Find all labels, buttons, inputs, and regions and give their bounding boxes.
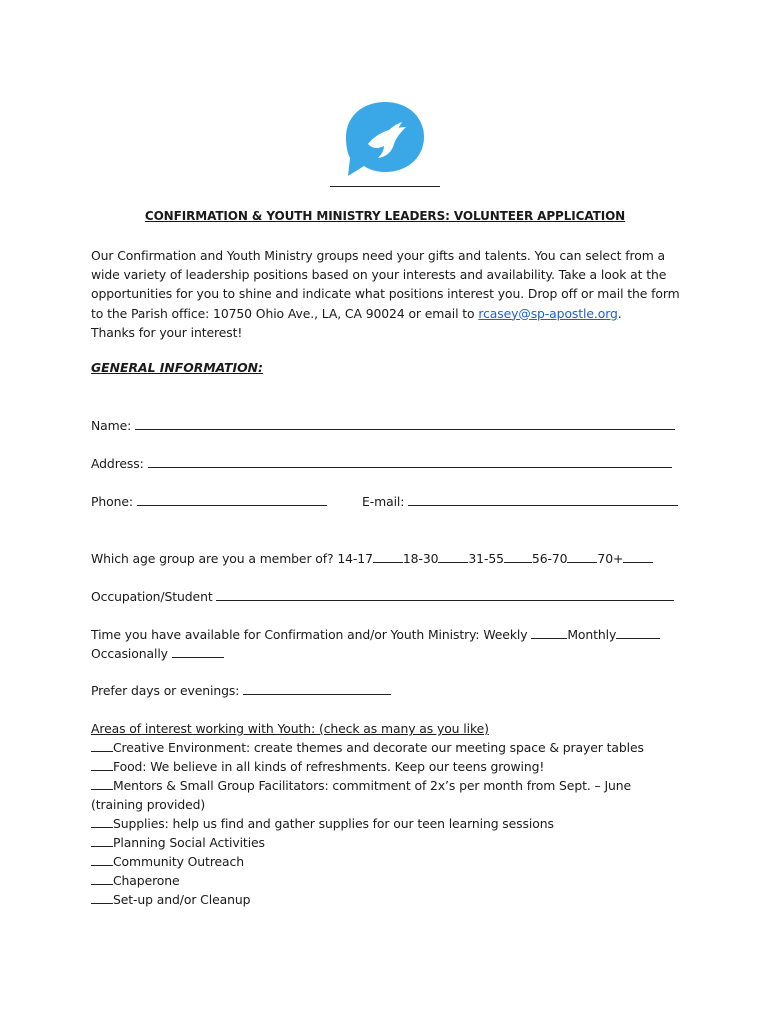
check-blank[interactable] [91, 776, 113, 790]
general-information-heading: GENERAL INFORMATION: [91, 360, 263, 375]
occasionally-field[interactable] [172, 644, 224, 658]
age-option-18-30-blank[interactable] [438, 549, 468, 563]
age-option-label: 14-17 [337, 551, 373, 566]
area-item-label: Creative Environment: create themes and decorate our meeting space & prayer tables [113, 740, 644, 755]
address-label: Address: [91, 456, 144, 471]
age-option-label: 70+ [597, 551, 624, 566]
email-field[interactable] [408, 492, 678, 506]
phone-label: Phone: [91, 494, 133, 509]
age-option-label: 18-30 [402, 551, 439, 566]
area-item-community-outreach [91, 852, 691, 871]
check-blank[interactable] [91, 738, 113, 752]
area-item-creative-environment [91, 738, 691, 757]
area-item-supplies [91, 814, 691, 833]
email-row [362, 492, 678, 511]
age-group-question: Which age group are you a member of? [91, 551, 334, 566]
weekly-field[interactable] [531, 625, 567, 639]
name-field[interactable] [135, 416, 675, 430]
check-blank[interactable] [91, 890, 113, 904]
availability-row [91, 625, 660, 644]
monthly-field[interactable] [616, 625, 660, 639]
age-option-56-70-blank[interactable] [567, 549, 597, 563]
intro-paragraph [91, 246, 691, 342]
area-item-label: Community Outreach [113, 854, 245, 869]
age-option-label: 31-55 [468, 551, 504, 566]
area-item-label: Planning Social Activities [113, 835, 265, 850]
logo-underline [330, 186, 440, 187]
age-option-14-17-blank[interactable] [373, 549, 403, 563]
area-item-mentors [91, 776, 691, 795]
age-option-70-plus-blank[interactable] [623, 549, 653, 563]
age-group-row [91, 549, 653, 568]
areas-heading: Areas of interest working with Youth: (check as many as you like) [91, 721, 489, 736]
intro-text: Our Confirmation and Youth Ministry groups need your gifts and talents. You can select from a wide variety of leadership positions based on your interests and availability. Take a look at the opportunities for you to shine and indicate what positions interest you. Drop off or mail the form to the Parish office: 10750 Ohio Ave., LA, CA 90024 or email to [91, 248, 680, 321]
area-item-label: Set-up and/or Cleanup [113, 892, 251, 907]
area-item-label: Supplies: help us find and gather supplies for our teen learning sessions [113, 816, 554, 831]
thanks-text: Thanks for your interest! [91, 324, 243, 340]
age-option-label: 56-70 [531, 551, 568, 566]
area-item-chaperone [91, 871, 691, 890]
prefer-row [91, 681, 391, 700]
check-blank[interactable] [91, 814, 113, 828]
dove-speech-bubble-icon [342, 100, 428, 180]
page-title: CONFIRMATION & YOUTH MINISTRY LEADERS: VOLUNTEER APPLICATION [144, 209, 626, 223]
weekly-label: Weekly [483, 627, 528, 642]
area-item-label: Chaperone [113, 873, 180, 888]
check-blank[interactable] [91, 871, 113, 885]
occasionally-label: Occasionally [91, 646, 168, 661]
area-item-food [91, 757, 691, 776]
occasionally-row [91, 644, 224, 663]
area-item-label: Mentors & Small Group Facilitators: commitment of 2x’s per month from Sept. – June [113, 778, 632, 793]
check-blank[interactable] [91, 757, 113, 771]
phone-field[interactable] [137, 492, 327, 506]
occupation-label: Occupation/Student [91, 589, 213, 604]
email-label: E-mail: [362, 494, 405, 509]
name-label: Name: [91, 418, 132, 433]
availability-question: Time you have available for Confirmation and/or Youth Ministry: [91, 627, 480, 642]
phone-row [91, 492, 327, 511]
address-field[interactable] [148, 454, 672, 468]
intro-text-end: . [617, 305, 622, 321]
occupation-field[interactable] [216, 587, 674, 601]
area-item-setup-cleanup [91, 890, 691, 909]
area-item-label: Food: We believe in all kinds of refreshments. Keep our teens growing! [113, 759, 545, 774]
occupation-row [91, 587, 674, 606]
area-item-mentors-continuation: (training provided) [91, 797, 206, 812]
name-row [91, 416, 675, 435]
prefer-field[interactable] [243, 681, 391, 695]
check-blank[interactable] [91, 833, 113, 847]
check-blank[interactable] [91, 852, 113, 866]
areas-of-interest [91, 719, 691, 909]
prefer-label: Prefer days or evenings: [91, 683, 240, 698]
monthly-label: Monthly [567, 627, 617, 642]
area-item-planning-social [91, 833, 691, 852]
address-row [91, 454, 672, 473]
age-option-31-55-blank[interactable] [504, 549, 532, 563]
email-link[interactable]: rcasey@sp-apostle.org [478, 305, 618, 321]
